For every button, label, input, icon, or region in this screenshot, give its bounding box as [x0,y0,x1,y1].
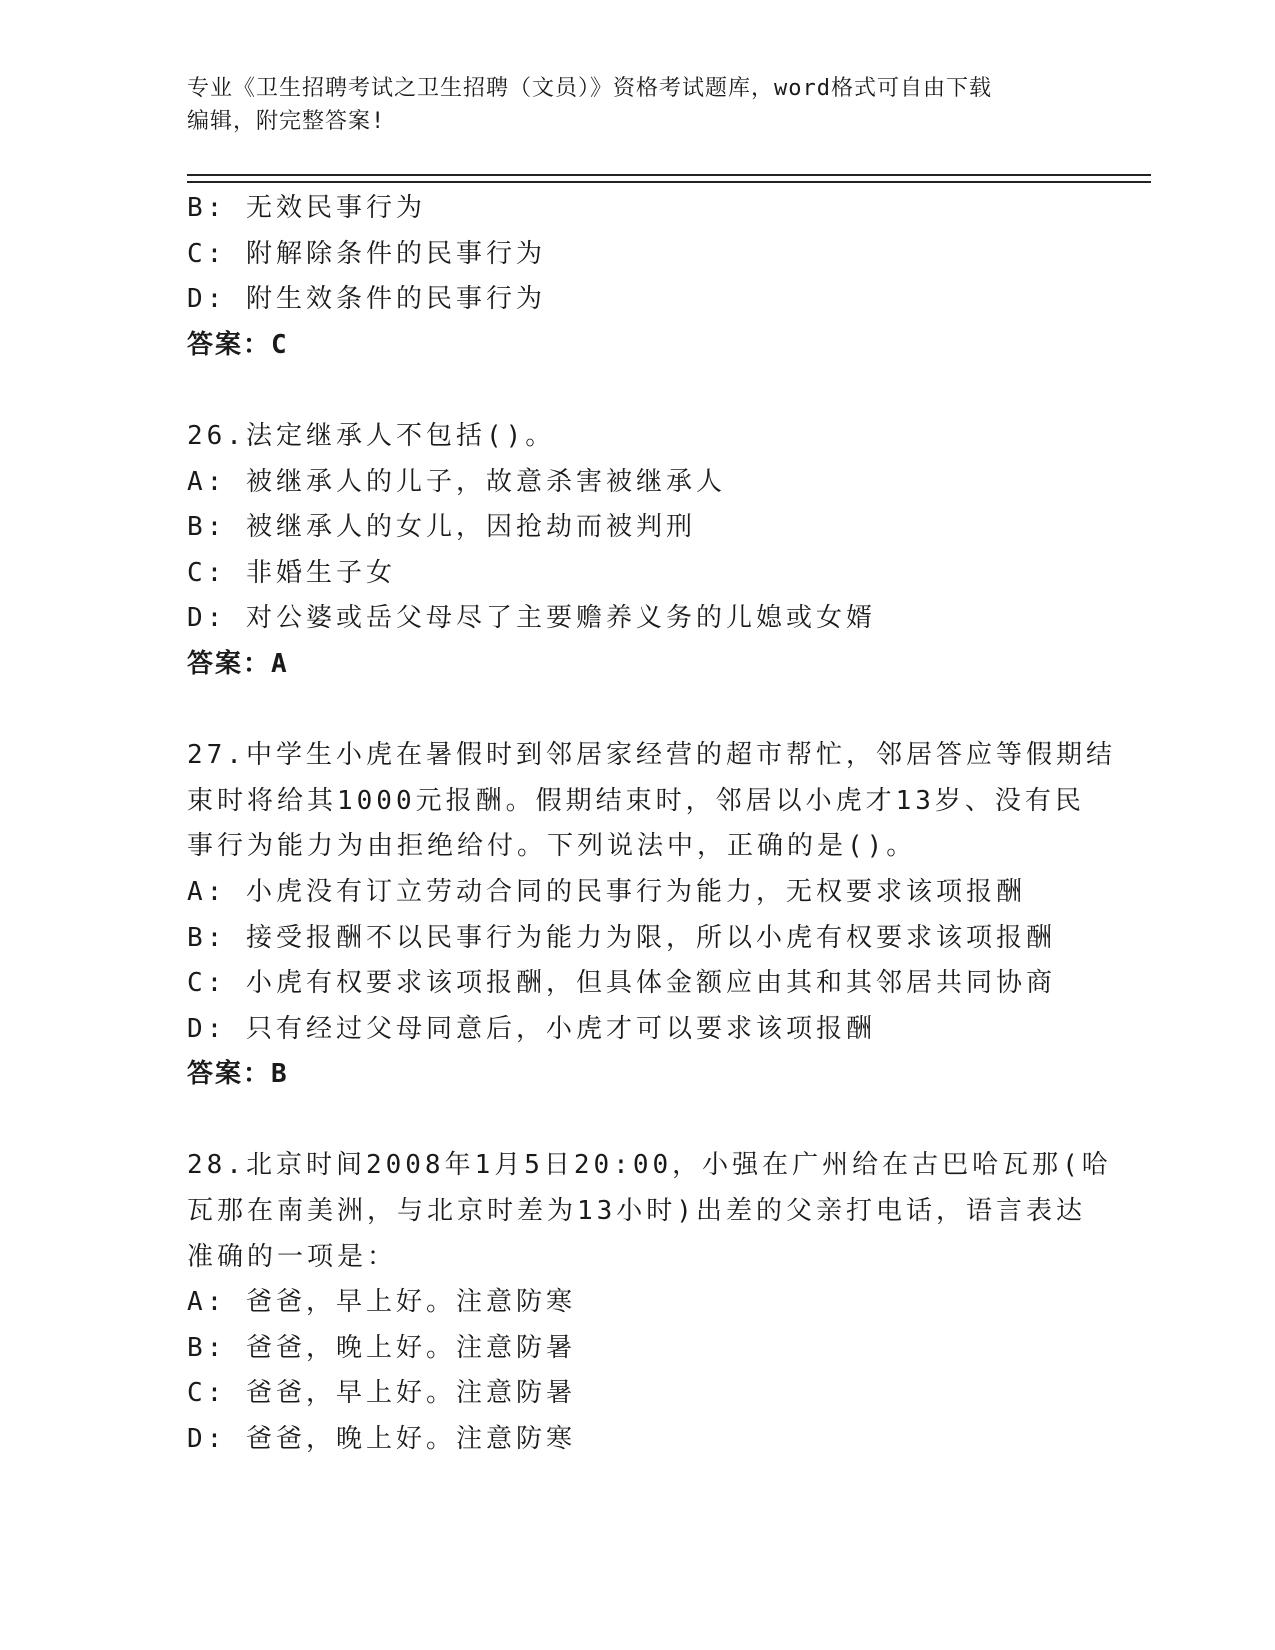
question-stem-line: 瓦那在南美洲，与北京时差为13小时)出差的父亲打电话，语言表达 [187,1196,1086,1227]
question-list [187,186,1116,1463]
question-stem-line: 束时将给其1000元报酬。假期结束时，邻居以小虎才13岁、没有民 [187,785,1085,816]
option-c: C: 小虎有权要求该项报酬，但具体金额应由其和其邻居共同协商 [187,968,1056,999]
option-a: A: 被继承人的儿子，故意杀害被继承人 [187,466,726,497]
header-line-1: 专业《卫生招聘考试之卫生招聘（文员）》资格考试题库，word格式可自由下载 [187,76,992,101]
option-a: A: 小虎没有订立劳动合同的民事行为能力，无权要求该项报酬 [187,876,1026,907]
option-c: C: 爸爸，早上好。注意防暑 [187,1378,576,1409]
option-b: B: 爸爸，晚上好。注意防暑 [187,1332,576,1363]
option-c: C: 非婚生子女 [187,557,396,588]
spacer [187,688,1087,734]
option-d: D: 只有经过父母同意后，小虎才可以要求该项报酬 [187,1013,876,1044]
option-d: D: 附生效条件的民事行为 [187,284,546,315]
option-d: D: 对公婆或岳父母尽了主要赡养义务的儿媳或女婿 [187,603,876,634]
header-rule-top [187,174,1151,176]
answer: 答案：C [187,329,289,360]
question-27 [187,733,1116,1098]
question-28 [187,1143,1112,1462]
question-25 [187,186,1087,368]
option-c: C: 附解除条件的民事行为 [187,238,546,269]
option-a: A: 爸爸，早上好。注意防寒 [187,1287,576,1318]
spacer [187,368,1087,414]
question-stem: 26.法定继承人不包括()。 [187,420,556,451]
option-b: B: 被继承人的女儿，因抢劫而被判刑 [187,512,696,543]
question-stem-line: 准确的一项是： [187,1241,398,1272]
answer: 答案：A [187,648,289,679]
option-d: D: 爸爸，晚上好。注意防寒 [187,1424,576,1455]
question-stem-line: 27.中学生小虎在暑假时到邻居家经营的超市帮忙，邻居答应等假期结 [187,740,1116,771]
document-header [187,72,1067,138]
spacer [187,1098,1087,1144]
answer: 答案：B [187,1059,289,1090]
header-line-2: 编辑，附完整答案! [187,109,386,134]
header-rule-bottom [187,181,1151,183]
question-26 [187,414,1087,688]
option-b: B: 接受报酬不以民事行为能力为限，所以小虎有权要求该项报酬 [187,922,1056,953]
question-stem-line: 28.北京时间2008年1月5日20:00，小强在广州给在古巴哈瓦那(哈 [187,1150,1112,1181]
option-b: B: 无效民事行为 [187,193,426,223]
question-stem-line: 事行为能力为由拒绝给付。下列说法中，正确的是()。 [187,831,917,862]
